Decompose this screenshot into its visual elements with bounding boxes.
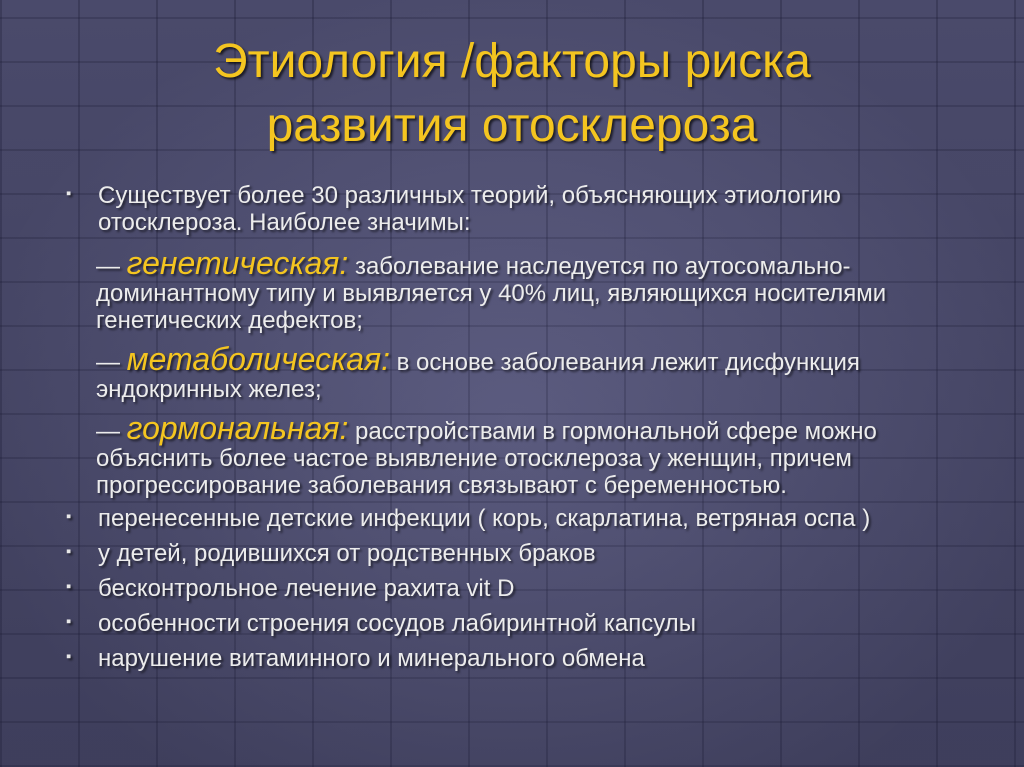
square-bullet-icon: ▪	[66, 648, 72, 665]
term-genetic: генетическая:	[126, 245, 349, 281]
square-bullet-icon: ▪	[66, 508, 72, 525]
sub-item-text: в основе заболевания лежит дисфункция эндокринных желез;	[96, 349, 860, 403]
sub-item-metabolic	[66, 341, 956, 403]
term-hormonal: гормональная:	[126, 410, 349, 446]
sub-item-genetic	[66, 245, 956, 334]
sub-item-hormonal	[66, 410, 956, 499]
em-dash: —	[96, 349, 120, 376]
sub-item-text: расстройствами в гормональной сфере можно объяснить более частое выявление отосклероза у женщин, причем прогрессирование заболевания связывают с беременностью.	[96, 418, 877, 499]
bullet-text: особенности строения сосудов лабиринтной капсулы	[98, 610, 696, 637]
em-dash: —	[96, 418, 120, 445]
square-bullet-icon: ▪	[66, 613, 72, 630]
term-metabolic: метаболическая:	[126, 341, 390, 377]
sub-item-text: заболевание наследуется по аутосомально-доминантному типу и выявляется у 40% лиц, являющихся носителями генетических дефектов;	[96, 253, 887, 334]
bullet-text: у детей, родившихся от родственных браков	[98, 540, 596, 567]
bullet-text: перенесенные детские инфекции ( корь, скарлатина, ветряная оспа )	[98, 505, 871, 532]
bullet-item-vessels	[66, 610, 956, 637]
slide-content	[66, 182, 956, 672]
intro-text: Существует более 30 различных теорий, объясняющих этиологию отосклероза. Наиболее значимы:	[98, 182, 841, 236]
bullet-item-related-marriages	[66, 540, 956, 567]
square-bullet-icon: ▪	[66, 185, 72, 202]
slide-title	[0, 30, 1024, 158]
bullet-item-intro	[66, 182, 956, 236]
title-line-2: развития отосклероза	[266, 99, 758, 152]
bullet-text: нарушение витаминного и минерального обмена	[98, 645, 645, 672]
bullet-item-infections	[66, 505, 956, 532]
square-bullet-icon: ▪	[66, 543, 72, 560]
em-dash: —	[96, 253, 120, 280]
bullet-text: бесконтрольное лечение рахита vit D	[98, 575, 515, 602]
title-line-1: Этиология /факторы риска	[213, 35, 811, 88]
square-bullet-icon: ▪	[66, 578, 72, 595]
bullet-item-rickets	[66, 575, 956, 602]
bullet-item-metabolism	[66, 645, 956, 672]
